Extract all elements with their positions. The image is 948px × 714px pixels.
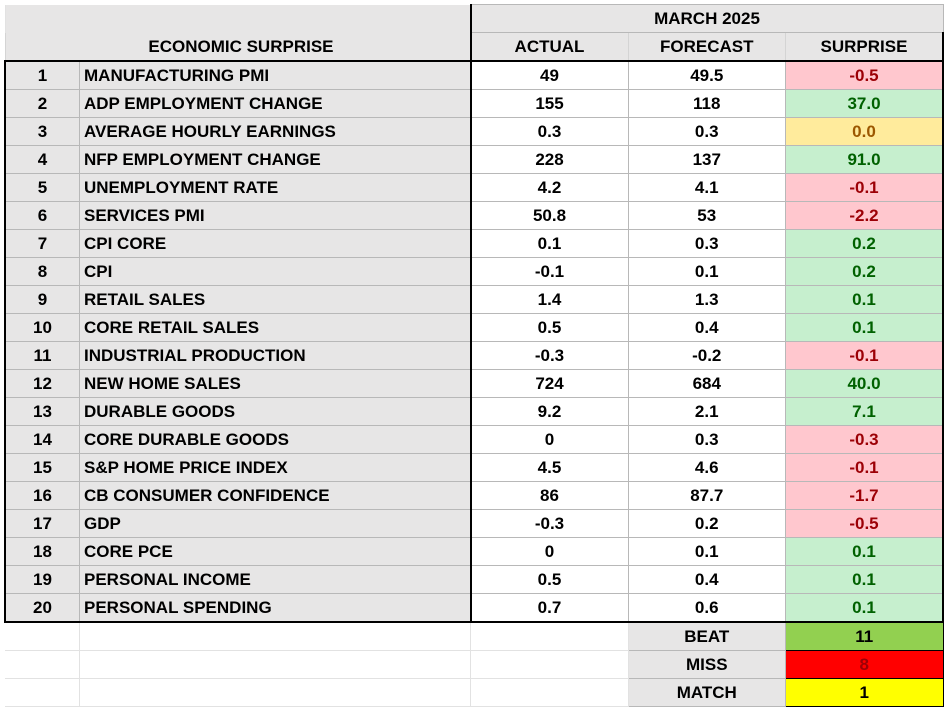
actual-value[interactable]: -0.1 (471, 258, 629, 286)
table-row (5, 398, 943, 426)
match-label[interactable]: MATCH (628, 679, 786, 707)
surprise-value[interactable]: -0.1 (786, 174, 944, 202)
indicator-name[interactable]: CPI (80, 258, 471, 286)
actual-column-header[interactable]: ACTUAL (471, 33, 629, 62)
actual-value[interactable]: 0.3 (471, 118, 629, 146)
forecast-value[interactable]: 49.5 (628, 61, 786, 90)
cell-blank[interactable] (80, 679, 471, 707)
summary-row-match (5, 679, 943, 707)
indicator-name[interactable]: CORE RETAIL SALES (80, 314, 471, 342)
cell-blank[interactable] (471, 622, 629, 651)
header-row-period (5, 5, 943, 33)
forecast-value[interactable]: 53 (628, 202, 786, 230)
table-row (5, 342, 943, 370)
cell-blank[interactable] (5, 679, 80, 707)
actual-value[interactable]: 50.8 (471, 202, 629, 230)
table-row (5, 370, 943, 398)
surprise-column-header[interactable]: SURPRISE (786, 33, 944, 62)
indicator-name[interactable]: ADP EMPLOYMENT CHANGE (80, 90, 471, 118)
actual-value[interactable]: -0.3 (471, 510, 629, 538)
actual-value[interactable]: 86 (471, 482, 629, 510)
forecast-value[interactable]: 0.2 (628, 510, 786, 538)
row-number[interactable]: 1 (5, 61, 80, 90)
row-number[interactable]: 20 (5, 594, 80, 623)
surprise-value[interactable]: -0.3 (786, 426, 944, 454)
table-row (5, 454, 943, 482)
forecast-value[interactable]: 4.6 (628, 454, 786, 482)
row-number[interactable]: 10 (5, 314, 80, 342)
surprise-value[interactable]: -1.7 (786, 482, 944, 510)
forecast-value[interactable]: -0.2 (628, 342, 786, 370)
cell-blank[interactable] (80, 622, 471, 651)
table-row (5, 202, 943, 230)
surprise-value[interactable]: -0.1 (786, 342, 944, 370)
row-number[interactable]: 14 (5, 426, 80, 454)
table-row (5, 61, 943, 90)
row-number[interactable]: 2 (5, 90, 80, 118)
surprise-value[interactable]: -0.5 (786, 510, 944, 538)
row-number[interactable]: 6 (5, 202, 80, 230)
forecast-value[interactable]: 0.6 (628, 594, 786, 623)
forecast-value[interactable]: 0.3 (628, 118, 786, 146)
surprise-value[interactable]: 40.0 (786, 370, 944, 398)
forecast-value[interactable]: 4.1 (628, 174, 786, 202)
forecast-value[interactable]: 87.7 (628, 482, 786, 510)
table-row (5, 482, 943, 510)
table-row (5, 594, 943, 623)
indicator-name[interactable]: SERVICES PMI (80, 202, 471, 230)
row-number[interactable]: 17 (5, 510, 80, 538)
table-row (5, 230, 943, 258)
surprise-value[interactable]: 0.0 (786, 118, 944, 146)
forecast-value[interactable]: 118 (628, 90, 786, 118)
indicator-name[interactable]: INDUSTRIAL PRODUCTION (80, 342, 471, 370)
row-number[interactable]: 19 (5, 566, 80, 594)
row-number[interactable]: 15 (5, 454, 80, 482)
actual-value[interactable]: 4.5 (471, 454, 629, 482)
surprise-value[interactable]: -0.5 (786, 61, 944, 90)
surprise-value[interactable]: 0.1 (786, 566, 944, 594)
summary-row-beat (5, 622, 943, 651)
row-number[interactable]: 8 (5, 258, 80, 286)
beat-label[interactable]: BEAT (628, 622, 786, 651)
table-row (5, 286, 943, 314)
forecast-value[interactable]: 0.3 (628, 426, 786, 454)
actual-value[interactable]: 9.2 (471, 398, 629, 426)
row-number[interactable]: 18 (5, 538, 80, 566)
indicator-name[interactable]: CB CONSUMER CONFIDENCE (80, 482, 471, 510)
surprise-value[interactable]: 91.0 (786, 146, 944, 174)
forecast-column-header[interactable]: FORECAST (628, 33, 786, 62)
surprise-value[interactable]: 0.1 (786, 286, 944, 314)
forecast-value[interactable]: 0.3 (628, 230, 786, 258)
actual-value[interactable]: 0.5 (471, 314, 629, 342)
indicator-name[interactable]: RETAIL SALES (80, 286, 471, 314)
cell-blank[interactable] (471, 679, 629, 707)
row-number[interactable]: 16 (5, 482, 80, 510)
indicator-name[interactable]: UNEMPLOYMENT RATE (80, 174, 471, 202)
table-row (5, 118, 943, 146)
actual-value[interactable]: 4.2 (471, 174, 629, 202)
actual-value[interactable]: 0.1 (471, 230, 629, 258)
row-number[interactable]: 13 (5, 398, 80, 426)
actual-value[interactable]: -0.3 (471, 342, 629, 370)
row-number[interactable]: 4 (5, 146, 80, 174)
cell-blank[interactable] (471, 651, 629, 679)
table-row (5, 314, 943, 342)
surprise-value[interactable]: 37.0 (786, 90, 944, 118)
cell-blank[interactable] (80, 651, 471, 679)
economic-surprise-table (4, 4, 944, 707)
row-number[interactable]: 11 (5, 342, 80, 370)
actual-value[interactable]: 228 (471, 146, 629, 174)
actual-value[interactable]: 1.4 (471, 286, 629, 314)
actual-value[interactable]: 0.7 (471, 594, 629, 623)
header-row-columns (5, 33, 943, 62)
cell-blank[interactable] (5, 622, 80, 651)
surprise-value[interactable]: 0.1 (786, 594, 944, 623)
surprise-value[interactable]: 7.1 (786, 398, 944, 426)
table-row (5, 174, 943, 202)
table-row (5, 566, 943, 594)
row-number[interactable]: 12 (5, 370, 80, 398)
table-row (5, 258, 943, 286)
forecast-value[interactable]: 684 (628, 370, 786, 398)
surprise-value[interactable]: 0.2 (786, 230, 944, 258)
forecast-value[interactable]: 0.1 (628, 258, 786, 286)
table-row (5, 426, 943, 454)
indicator-name[interactable]: NFP EMPLOYMENT CHANGE (80, 146, 471, 174)
miss-label[interactable]: MISS (628, 651, 786, 679)
actual-value[interactable]: 724 (471, 370, 629, 398)
indicator-name[interactable]: GDP (80, 510, 471, 538)
forecast-value[interactable]: 0.1 (628, 538, 786, 566)
indicator-name[interactable]: CORE PCE (80, 538, 471, 566)
category-header[interactable]: ECONOMIC SURPRISE (5, 33, 471, 62)
actual-value[interactable]: 0 (471, 426, 629, 454)
actual-value[interactable]: 0 (471, 538, 629, 566)
surprise-value[interactable]: 0.1 (786, 314, 944, 342)
indicator-name[interactable]: AVERAGE HOURLY EARNINGS (80, 118, 471, 146)
table-row (5, 90, 943, 118)
summary-row-miss (5, 651, 943, 679)
indicator-name[interactable]: CPI CORE (80, 230, 471, 258)
indicator-name[interactable]: NEW HOME SALES (80, 370, 471, 398)
indicator-name[interactable]: PERSONAL INCOME (80, 566, 471, 594)
indicator-name[interactable]: MANUFACTURING PMI (80, 61, 471, 90)
indicator-name[interactable]: PERSONAL SPENDING (80, 594, 471, 623)
row-number[interactable]: 7 (5, 230, 80, 258)
forecast-value[interactable]: 137 (628, 146, 786, 174)
indicator-name[interactable]: DURABLE GOODS (80, 398, 471, 426)
row-number[interactable]: 3 (5, 118, 80, 146)
surprise-value[interactable]: -0.1 (786, 454, 944, 482)
forecast-value[interactable]: 1.3 (628, 286, 786, 314)
cell-blank[interactable] (5, 651, 80, 679)
forecast-value[interactable]: 2.1 (628, 398, 786, 426)
beat-count[interactable]: 11 (786, 622, 944, 651)
surprise-value[interactable]: 0.2 (786, 258, 944, 286)
period-header[interactable]: MARCH 2025 (471, 5, 944, 33)
actual-value[interactable]: 0.5 (471, 566, 629, 594)
actual-value[interactable]: 49 (471, 61, 629, 90)
cell-blank[interactable] (5, 5, 80, 33)
table-row (5, 146, 943, 174)
row-number[interactable]: 5 (5, 174, 80, 202)
forecast-value[interactable]: 0.4 (628, 314, 786, 342)
miss-count[interactable]: 8 (786, 651, 944, 679)
row-number[interactable]: 9 (5, 286, 80, 314)
surprise-value[interactable]: 0.1 (786, 538, 944, 566)
match-count[interactable]: 1 (786, 679, 944, 707)
cell-blank[interactable] (80, 5, 471, 33)
surprise-value[interactable]: -2.2 (786, 202, 944, 230)
table-row (5, 538, 943, 566)
forecast-value[interactable]: 0.4 (628, 566, 786, 594)
table-row (5, 510, 943, 538)
indicator-name[interactable]: S&P HOME PRICE INDEX (80, 454, 471, 482)
indicator-name[interactable]: CORE DURABLE GOODS (80, 426, 471, 454)
actual-value[interactable]: 155 (471, 90, 629, 118)
